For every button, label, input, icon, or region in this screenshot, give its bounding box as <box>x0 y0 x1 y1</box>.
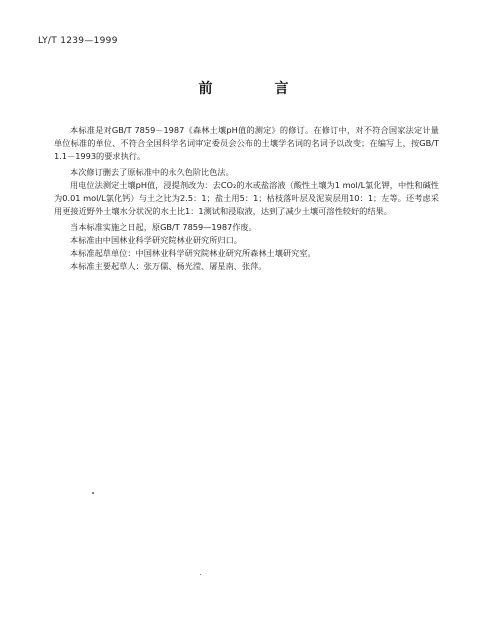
paragraph-deletion: 本次修订删去了原标准中的永久色阶比色法。 <box>70 167 234 177</box>
scan-speck <box>200 574 201 575</box>
paragraph-effective: 当本标准实施之日起，原GB/T 7859—1987作废。 <box>70 222 257 232</box>
scan-speck <box>92 492 94 494</box>
paragraph-drafting-unit: 本标准起草单位：中国林业科学研究院林业研究所森林土壤研究室。 <box>70 248 316 258</box>
paragraph-drafters: 本标准主要起草人：张万儒、杨光滢、屠星南、张萍。 <box>70 261 267 271</box>
paragraph-method: 用电位法测定土壤pH值，浸提剂改为：去CO₂的水或盐溶液（酸性土壤为1 mol/L氯化钾，中性和碱性为0.01 mol/L氯化钙）与土之比为2.5：1；盐土用5：1；枯枝落叶层及泥炭层用10：1；左等。还考虑采用更接近野外土壤水分状况的水土比1：1测试和浸取液，达到了减少土壤可溶性较好的结果。 <box>54 180 439 216</box>
paragraph-revision: 本标准是对GB/T 7859－1987《森林土壤pH值的测定》的修订。在修订中，对不符合国家法定计量单位标准的单位、不符合全国科学名词审定委员会公布的土壤学名词的名词予以改变；在编写上，按GB/T 1.1－1993的要求执行。 <box>54 125 439 161</box>
foreword-body <box>54 124 439 273</box>
standard-code: LY/T 1239—1999 <box>38 36 118 46</box>
paragraph-responsible: 本标准由中国林业科学研究院林业研究所归口。 <box>70 235 242 245</box>
page-title: 前 言 <box>198 81 313 97</box>
